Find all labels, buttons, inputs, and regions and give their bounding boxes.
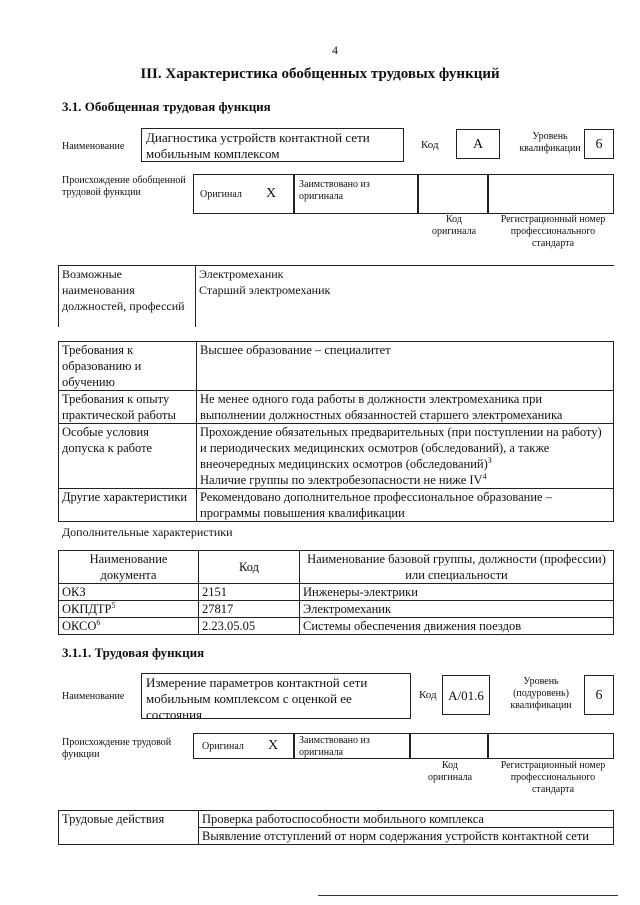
tf-original-cell: [193, 733, 294, 759]
requirement-label: Требования к опыту практической работы: [59, 391, 197, 424]
gtf-original-mark: X: [266, 186, 277, 201]
tf-origin-code-cell: [410, 733, 488, 759]
requirement-row: [59, 489, 614, 522]
tf-reg-number-caption: Регистрационный номер профессионального стандарта: [500, 760, 606, 795]
positions-block: [58, 265, 614, 327]
table-header-row: [59, 551, 614, 584]
group-name: Электромеханик: [300, 601, 614, 618]
doc-name: ОКЗ: [62, 585, 86, 599]
additional-heading: Дополнительные характеристики: [62, 525, 233, 539]
requirement-value: Не менее одного года работы в должности электромеханика при выполнении должностных обязанностей старшего электромеханика: [197, 391, 614, 424]
position-item: Электромеханик: [199, 267, 284, 281]
tf-heading: 3.1.1. Трудовая функция: [62, 645, 205, 660]
section-title: III. Характеристика обобщенных трудовых функций: [140, 66, 500, 82]
action-item: Выявление отступлений от норм содержания устройств контактной сети: [199, 828, 614, 845]
table-row: [59, 601, 614, 618]
tf-name-label: Наименование: [62, 691, 125, 702]
requirement-label: Другие характеристики: [59, 489, 197, 522]
column-header: Код: [199, 551, 300, 584]
tf-original-label: Оригинал: [202, 741, 244, 752]
tf-code-value: A/01.6: [442, 675, 490, 715]
gtf-reg-number-cell: [488, 174, 614, 214]
requirement-value: Высшее образование – специалитет: [197, 342, 614, 391]
gtf-origin-label: Происхождение обобщенной трудовой функции: [62, 175, 186, 198]
column-header: Наименование базовой группы, должности (профессии) или специальности: [300, 551, 614, 584]
requirement-row: [59, 424, 614, 489]
tf-original-mark: X: [268, 738, 279, 753]
positions-label: Возможные наименования должностей, профессий: [62, 267, 185, 313]
doc-name: ОКСО: [62, 619, 97, 633]
requirement-value: [197, 424, 614, 489]
requirements-table: [58, 341, 614, 522]
requirement-value: Рекомендовано дополнительное профессиональное образование – программы повышения квалификации: [197, 489, 614, 522]
gtf-original-label: Оригинал: [200, 189, 242, 200]
doc-code: 2151: [199, 584, 300, 601]
footnote-ref: 3: [487, 455, 492, 465]
footnote-ref: 6: [96, 617, 101, 627]
page-bottom-rule: [318, 895, 618, 896]
actions-label: Трудовые действия: [59, 811, 199, 845]
tf-origin-code-caption: Код оригинала: [427, 760, 473, 783]
additional-table: [58, 550, 614, 635]
tf-reg-number-cell: [488, 733, 614, 759]
table-row: [59, 618, 614, 635]
gtf-level-label: Уровень квалификации: [519, 131, 581, 154]
table-row: [59, 584, 614, 601]
doc-name: ОКПДТР: [62, 602, 112, 616]
requirement-line: Прохождение обязательных предварительных (при поступлении на работу) и периодических медицинских осмотров (обследований), а также внеочередных медицинских осмотров (обследований): [200, 425, 602, 471]
tf-origin-label: Происхождение трудовой функции: [62, 737, 172, 760]
column-header: Наименование документа: [59, 551, 199, 584]
requirement-label: Особые условия допуска к работе: [59, 424, 197, 489]
group-name: Инженеры-электрики: [300, 584, 614, 601]
footnote-ref: 5: [111, 600, 116, 610]
group-name: Системы обеспечения движения поездов: [300, 618, 614, 635]
gtf-reg-number-caption: Регистрационный номер профессионального стандарта: [500, 214, 606, 249]
gtf-name-label: Наименование: [62, 141, 125, 152]
tf-level-label: Уровень (подуровень) квалификации: [510, 676, 572, 711]
gtf-origin-code-caption: Код оригинала: [431, 214, 477, 237]
gtf-code-label: Код: [421, 139, 439, 151]
gtf-origin-code-cell: [418, 174, 488, 214]
requirement-row: [59, 391, 614, 424]
requirement-label: Требования к образованию и обучению: [59, 342, 197, 391]
gtf-original-cell: [193, 174, 294, 214]
doc-code: 27817: [199, 601, 300, 618]
gtf-heading: 3.1. Обобщенная трудовая функция: [62, 99, 271, 114]
requirement-row: [59, 342, 614, 391]
gtf-level-value: 6: [584, 129, 614, 159]
gtf-borrowed-cell: Заимствовано из оригинала: [294, 174, 418, 214]
page-number: 4: [332, 43, 338, 57]
tf-name-value: Измерение параметров контактной сети мобильным комплексом с оценкой ее состояния: [141, 673, 411, 719]
table-row: [59, 811, 614, 828]
footnote-ref: 4: [482, 471, 487, 481]
gtf-name-value: Диагностика устройств контактной сети мобильным комплексом: [141, 128, 404, 162]
doc-code: 2.23.05.05: [199, 618, 300, 635]
action-item: Проверка работоспособности мобильного комплекса: [199, 811, 614, 828]
actions-table: [58, 810, 614, 845]
requirement-line: Наличие группы по электробезопасности не ниже IV: [200, 473, 483, 487]
tf-level-value: 6: [584, 675, 614, 715]
tf-borrowed-cell: Заимствовано из оригинала: [294, 733, 410, 759]
gtf-code-value: A: [456, 129, 500, 159]
position-item: Старший электромеханик: [199, 283, 331, 297]
tf-code-label: Код: [419, 689, 437, 701]
